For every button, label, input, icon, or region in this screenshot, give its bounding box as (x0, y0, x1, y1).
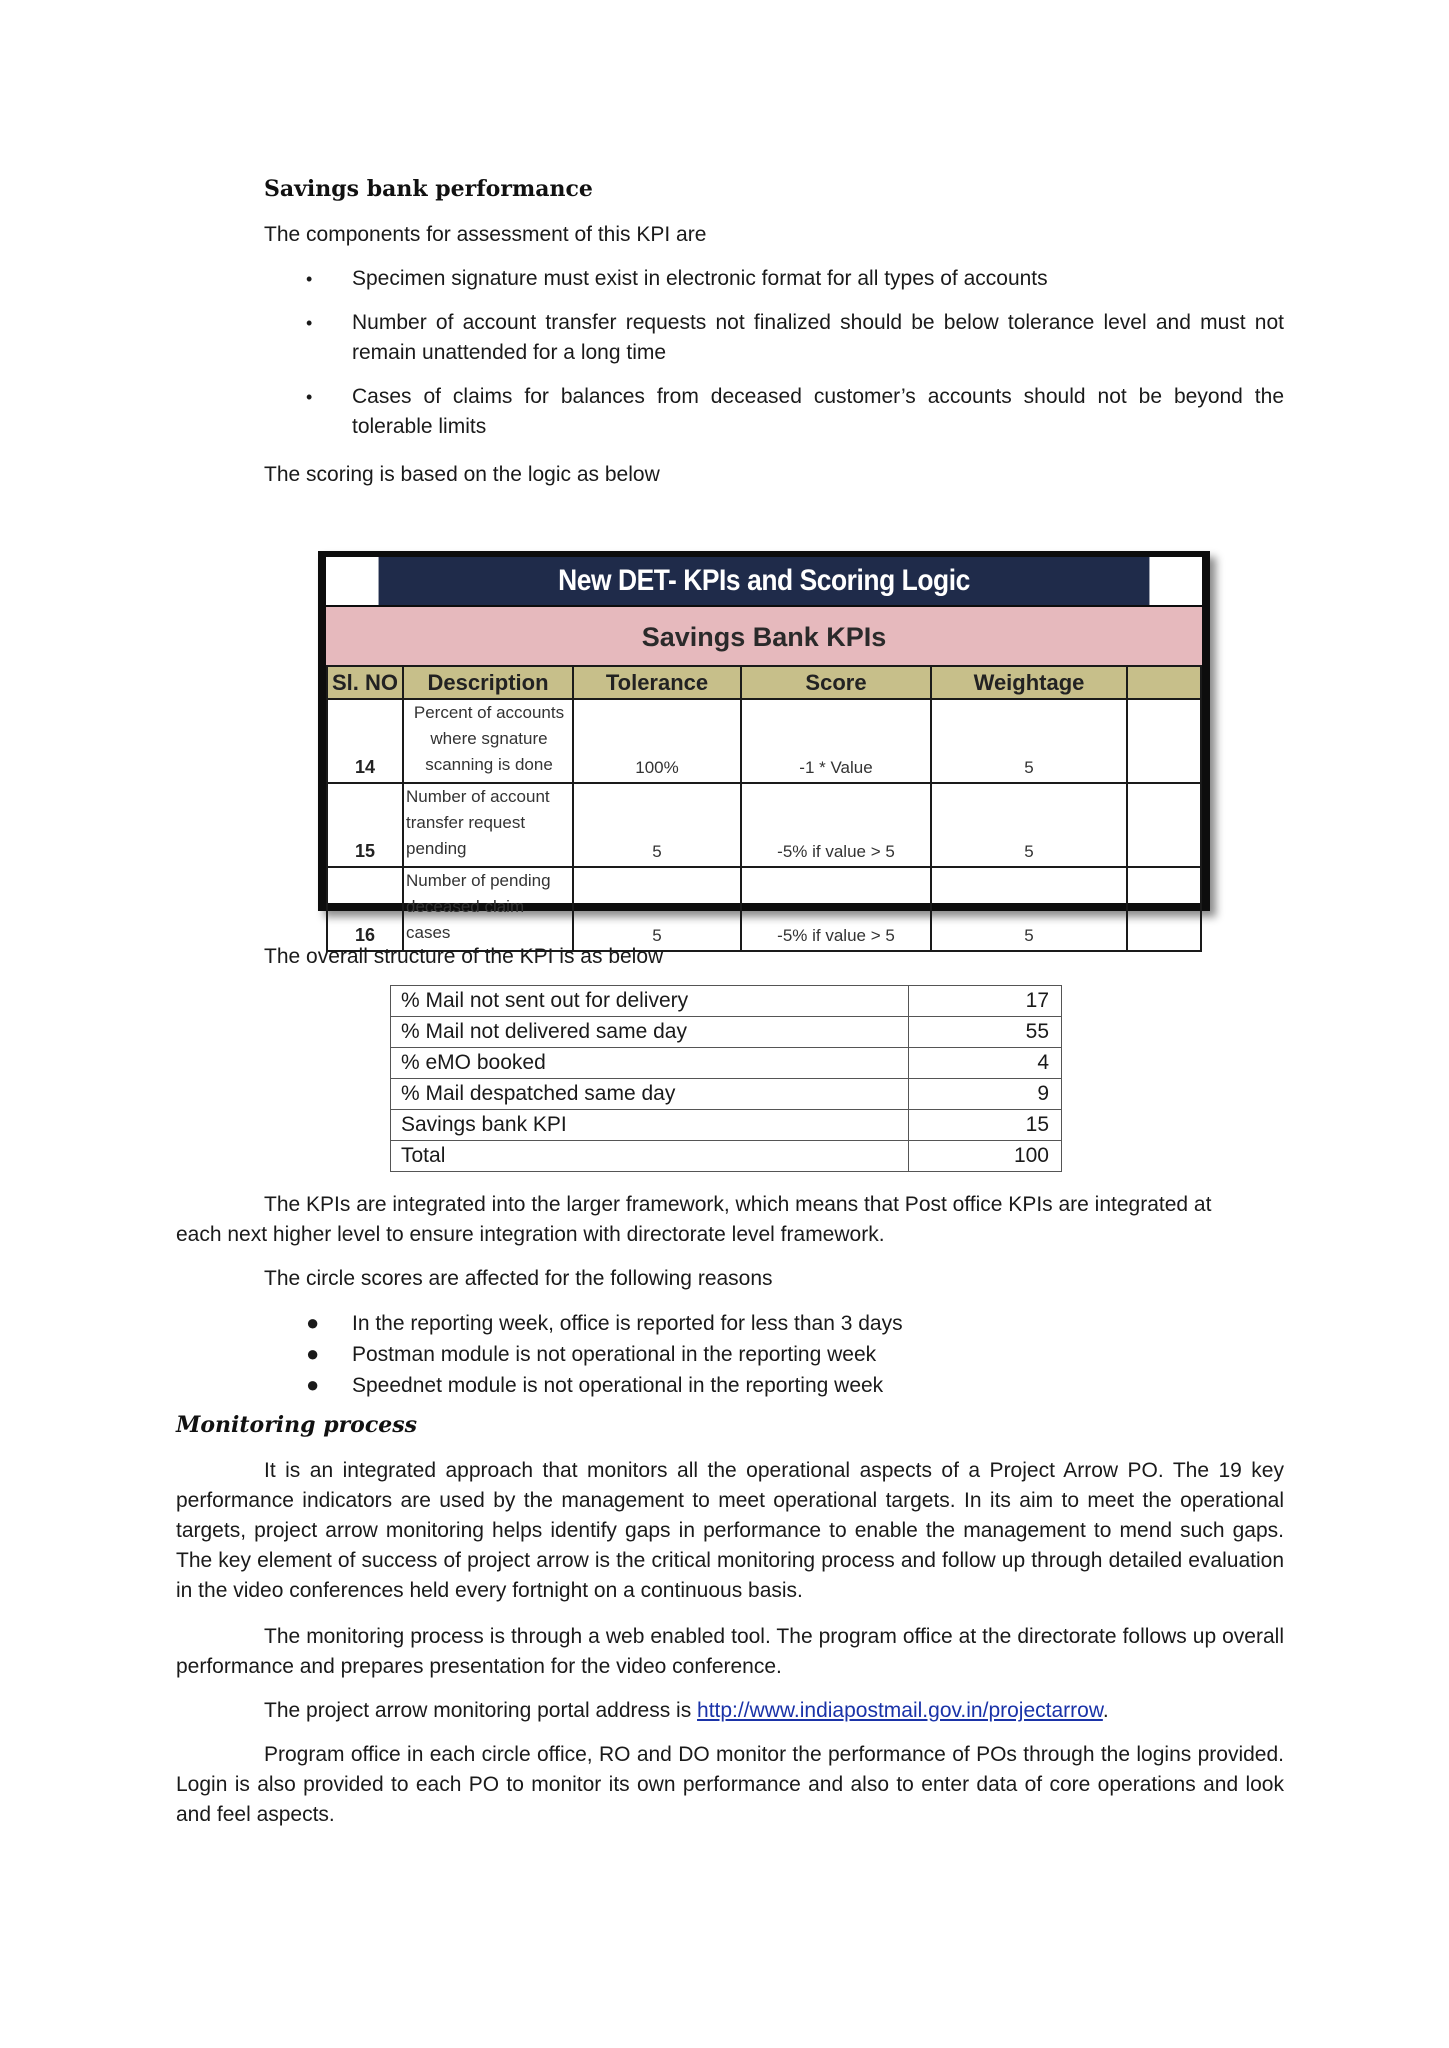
list-item: ● Postman module is not operational in the reporting week (264, 1339, 1284, 1370)
list-item: • Specimen signature must exist in electronic format for all types of accounts (264, 264, 1284, 294)
header-weightage: Weightage (931, 666, 1127, 699)
kpi-scoring-table (326, 665, 1202, 952)
header-description: Description (403, 666, 573, 699)
list-item: ● Speednet module is not operational in the reporting week (264, 1370, 1284, 1401)
table-row: % eMO booked 4 (391, 1048, 1062, 1079)
bullet-icon: • (306, 269, 313, 289)
header-sl-no: Sl. NO (327, 666, 403, 699)
monitoring-paragraph-2: The monitoring process is through a web enabled tool. The program office at the directorate follows up overall performance and prepares presentation for the video conference. (176, 1625, 1284, 1678)
table-row: Savings bank KPI 15 (391, 1110, 1062, 1141)
circle-reasons-list (264, 1308, 1284, 1401)
table-row: % Mail despatched same day 9 (391, 1079, 1062, 1110)
kpi-scoring-figure (318, 551, 1210, 945)
table-row: 16 Number of pending deceased claim cases 5 -5% if value > 5 5 (327, 867, 1201, 951)
table-row: % Mail not sent out for delivery 17 (391, 986, 1062, 1017)
table-row: 14 Percent of accounts where sgnature scanning is done 100% -1 * Value 5 (327, 699, 1201, 783)
list-item: • Number of account transfer requests not finalized should be below tolerance level and must not remain unattended for a long time (264, 308, 1284, 368)
scoring-intro: The scoring is based on the logic as below (264, 463, 660, 486)
header-score: Score (741, 666, 931, 699)
bullet-icon: ● (306, 1341, 320, 1366)
components-list (264, 264, 1284, 456)
header-extra (1127, 666, 1201, 699)
table-row: 15 Number of account transfer request pending 5 -5% if value > 5 5 (327, 783, 1201, 867)
structure-intro: The overall structure of the KPI is as below (264, 945, 664, 968)
bullet-icon: • (306, 313, 313, 333)
portal-link[interactable]: http://www.indiapostmail.gov.in/projectarrow (697, 1699, 1103, 1722)
monitoring-paragraph-3: The project arrow monitoring portal address is http://www.indiapostmail.gov.in/projectarrow. (264, 1699, 1109, 1722)
integration-line-2: each next higher level to ensure integration with directorate level framework. (176, 1223, 885, 1246)
header-tolerance: Tolerance (573, 666, 741, 699)
list-item: • Cases of claims for balances from deceased customer’s accounts should not be beyond the tolerable limits (264, 382, 1284, 442)
section-heading: Savings bank performance (264, 176, 593, 202)
table-row: Total 100 (391, 1141, 1062, 1172)
list-item: ● In the reporting week, office is reported for less than 3 days (264, 1308, 1284, 1339)
monitoring-heading: Monitoring process (176, 1412, 418, 1438)
monitoring-paragraph-4: Program office in each circle office, RO and DO monitor the performance of POs through the logins provided. Login is also provided to each PO to monitor its own performance and also to enter data of core operations and look and feel aspects. (176, 1743, 1284, 1826)
components-intro: The components for assessment of this KPI are (264, 223, 707, 246)
bullet-icon: ● (306, 1372, 320, 1397)
bullet-icon: ● (306, 1310, 320, 1335)
kpi-structure-table (390, 985, 1062, 1172)
table-row: % Mail not delivered same day 55 (391, 1017, 1062, 1048)
kpi-figure-title: New DET- KPIs and Scoring Logic (379, 557, 1150, 605)
monitoring-paragraph-1: It is an integrated approach that monitors all the operational aspects of a Project Arrow PO. The 19 key performance indicators are used by the management to meet operational targets. In its aim to meet the operational targets, project arrow monitoring helps identify gaps in performance to enable the management to mend such gaps. The key element of success of project arrow is the critical monitoring process and follow up through detailed evaluation in the video conferences held every fortnight on a continuous basis. (176, 1459, 1284, 1602)
circle-intro: The circle scores are affected for the following reasons (264, 1267, 773, 1290)
bullet-icon: • (306, 387, 313, 407)
table-header-row (327, 666, 1201, 699)
integration-line-1: The KPIs are integrated into the larger framework, which means that Post office KPIs are integrated at (264, 1193, 1212, 1216)
kpi-figure-subtitle: Savings Bank KPIs (326, 605, 1202, 665)
